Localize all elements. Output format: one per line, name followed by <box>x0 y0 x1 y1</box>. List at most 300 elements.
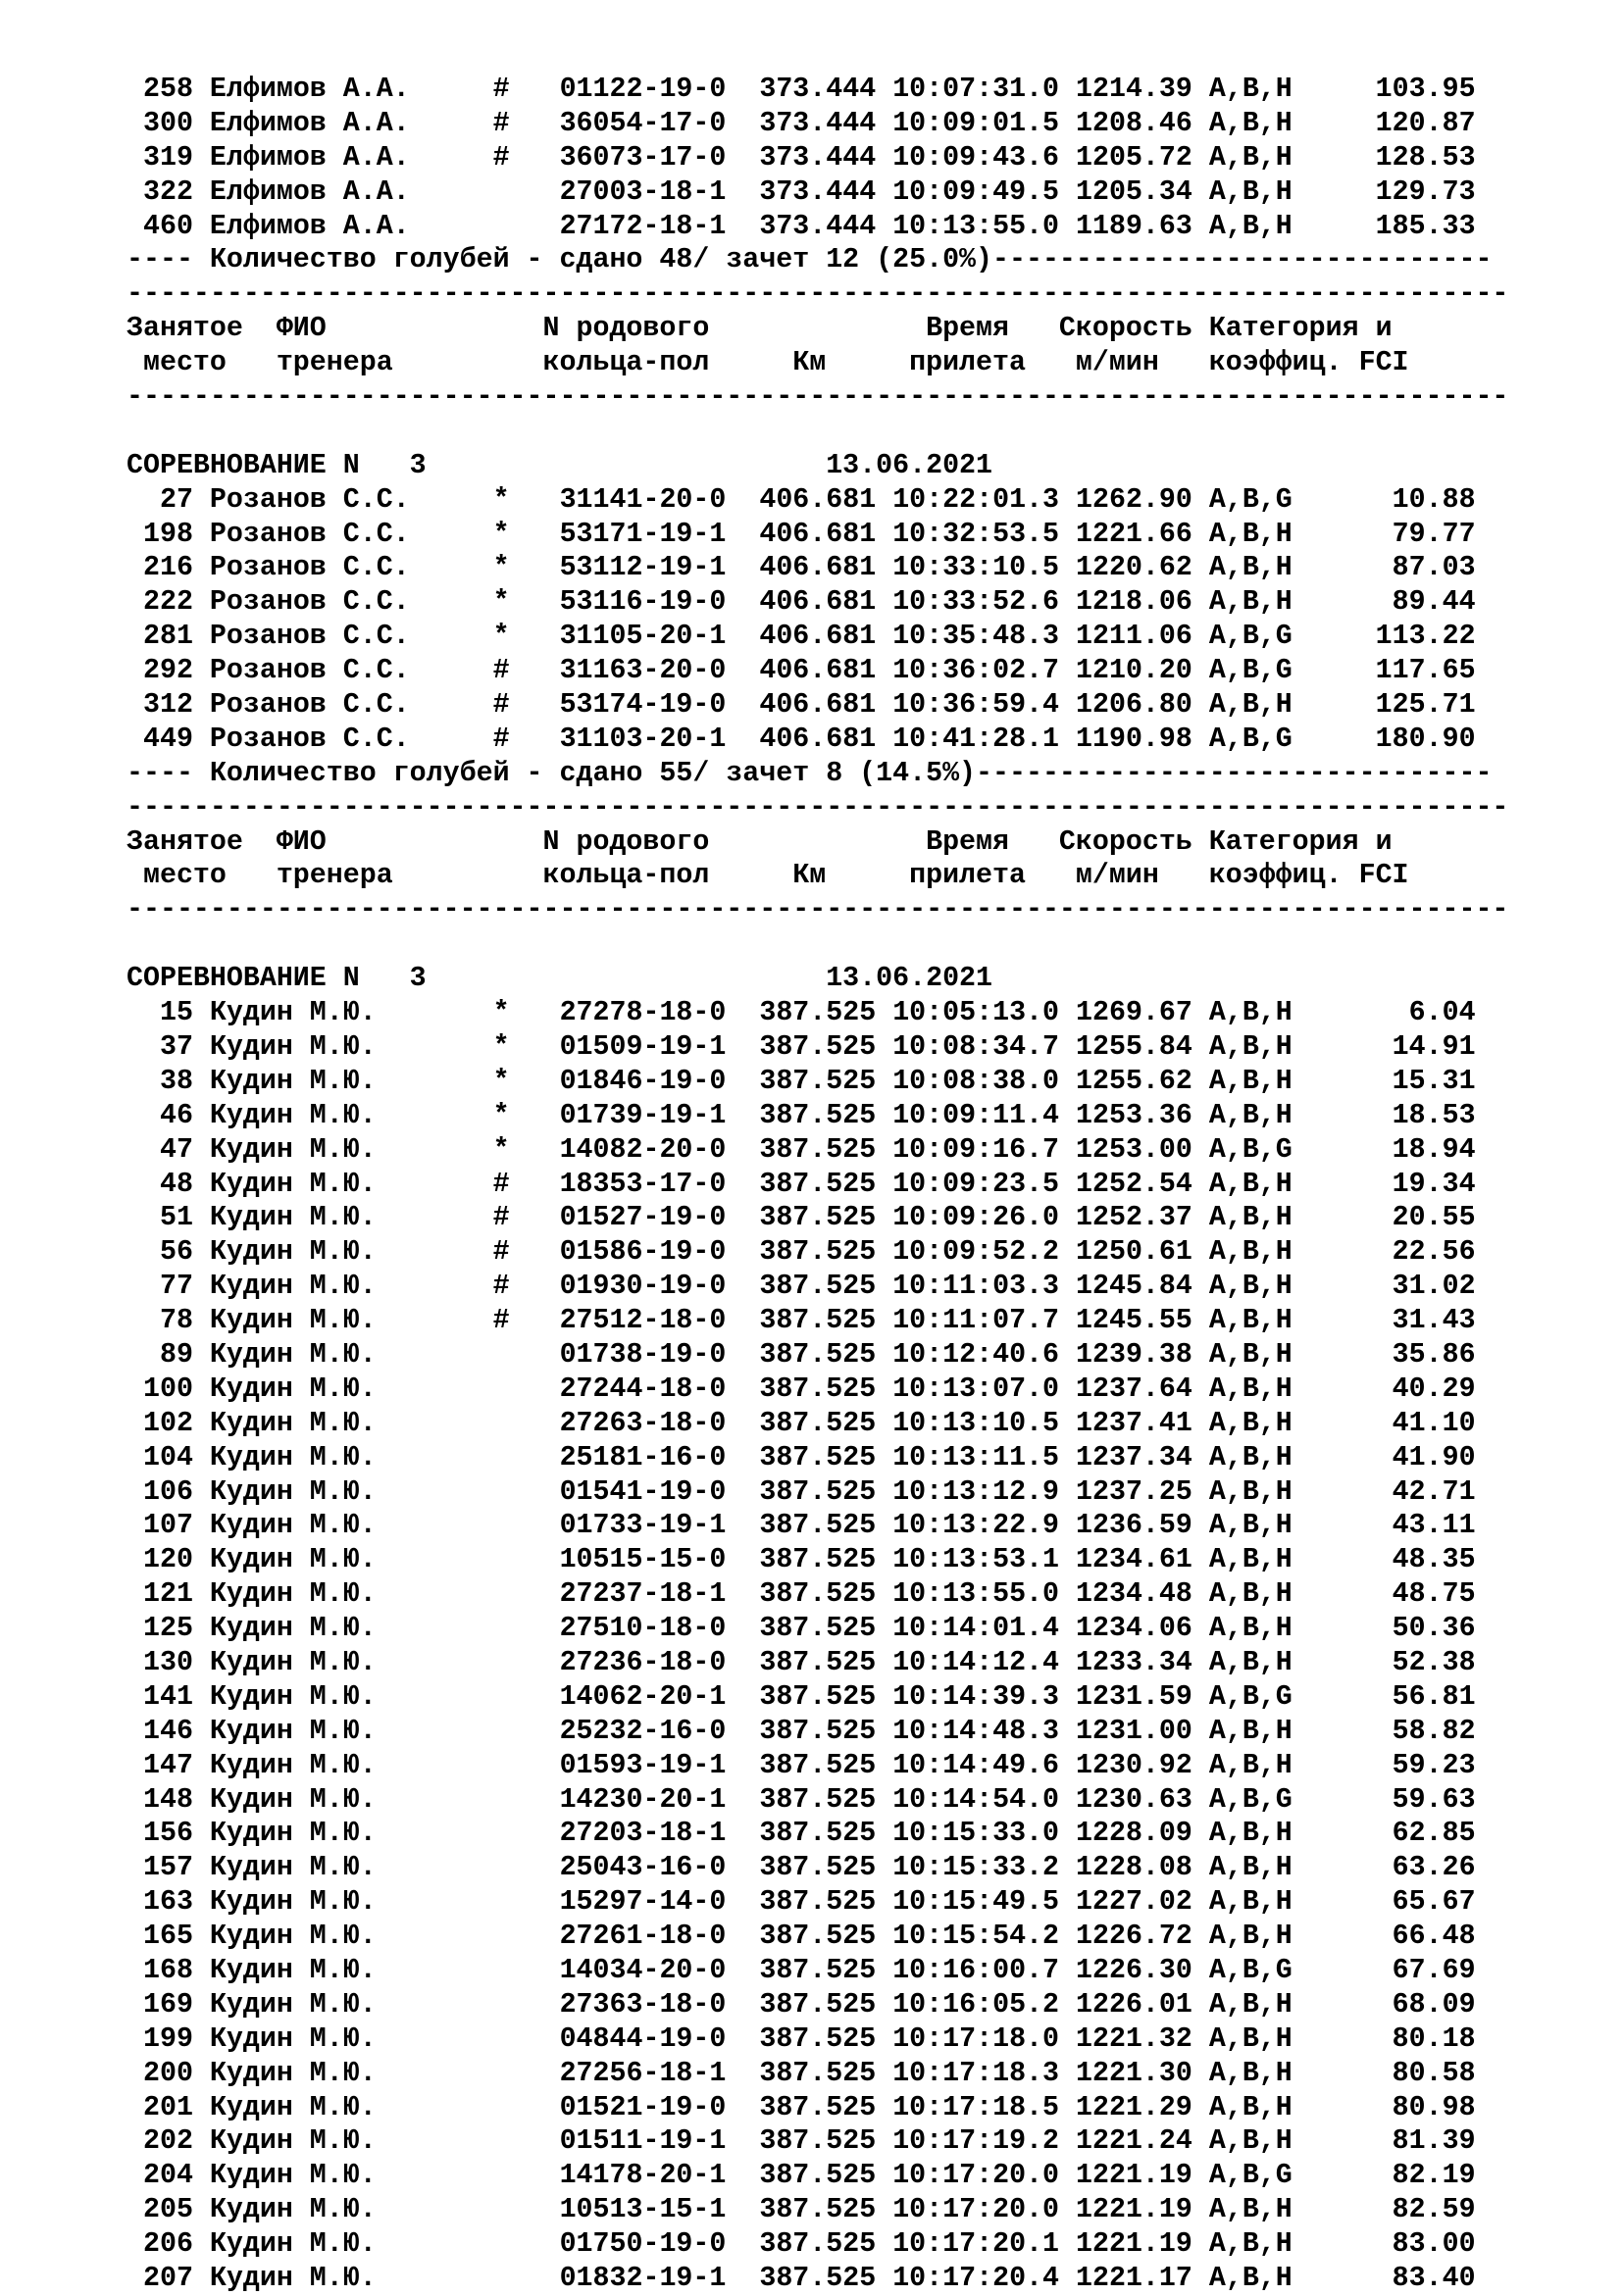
speed-cell: 1214.39 <box>1076 74 1192 105</box>
km-cell: 387.525 <box>759 1544 877 1576</box>
gap <box>1293 176 1376 208</box>
gap <box>193 2092 210 2123</box>
speed-cell: 1245.55 <box>1076 1305 1192 1337</box>
mark-cell <box>493 1818 510 1849</box>
gap <box>1192 2092 1209 2123</box>
gap <box>1059 1408 1076 1439</box>
place-cell: 449 <box>127 723 193 755</box>
gap <box>1059 1031 1076 1063</box>
place-cell: 300 <box>127 107 193 139</box>
time-cell: 10:17:18.5 <box>892 2091 1060 2123</box>
gap <box>726 74 759 105</box>
gap <box>1192 689 1209 721</box>
mark-cell: * <box>492 1099 510 1131</box>
ring-cell: 36054-17-0 <box>559 107 727 139</box>
ring-cell: 14062-20-1 <box>559 1680 727 1713</box>
gap <box>427 1066 493 1097</box>
name-cell: Розанов С.С. <box>209 689 427 722</box>
gap <box>1059 552 1076 583</box>
speed-cell: 1226.30 <box>1076 1954 1192 1986</box>
time-cell: 10:12:40.6 <box>892 1338 1060 1371</box>
time-cell: 10:14:54.0 <box>892 1783 1060 1816</box>
category-cell: A,B,H <box>1208 1613 1293 1645</box>
place-cell: 51 <box>127 1202 193 1234</box>
km-cell: 387.525 <box>759 1921 877 1953</box>
gap <box>510 1031 560 1063</box>
gap <box>1293 1169 1393 1200</box>
km-cell: 406.681 <box>759 689 877 722</box>
result-row <box>127 1543 1597 1577</box>
ring-cell: 14082-20-0 <box>559 1133 727 1166</box>
gap <box>876 108 892 139</box>
result-row <box>127 1338 1597 1373</box>
gap <box>876 1544 892 1575</box>
gap <box>876 2263 892 2294</box>
gap <box>1059 1750 1076 1781</box>
speed-cell: 1205.72 <box>1076 141 1192 174</box>
gap <box>1293 211 1376 242</box>
gap <box>726 1066 759 1097</box>
gap <box>1192 1955 1209 1986</box>
category-cell: A,B,H <box>1208 74 1293 105</box>
speed-cell: 1237.25 <box>1076 1475 1192 1508</box>
competition-date: 13.06.2021 <box>826 449 993 481</box>
gap <box>876 1681 892 1713</box>
speed-cell: 1205.34 <box>1076 175 1192 208</box>
place-cell: 120 <box>127 1544 193 1576</box>
gap <box>193 1202 210 1233</box>
place-cell: 102 <box>127 1407 193 1439</box>
gap <box>510 1989 560 2021</box>
gap <box>193 1955 210 1986</box>
result-row <box>127 1475 1597 1510</box>
gap <box>1293 484 1393 516</box>
gap <box>726 1169 759 1200</box>
coef-cell: 66.48 <box>1392 1921 1476 1953</box>
mark-cell: # <box>492 107 510 139</box>
gap <box>193 1408 210 1439</box>
gap <box>510 1271 560 1302</box>
speed-cell: 1226.01 <box>1076 1988 1192 2021</box>
coef-cell: 82.59 <box>1392 2194 1476 2226</box>
gap <box>1192 1784 1209 1816</box>
place-cell: 146 <box>127 1715 193 1747</box>
name-cell: Кудин М.Ю. <box>209 1886 427 1919</box>
name-cell: Кудин М.Ю. <box>209 1613 427 1645</box>
blank-line <box>127 415 1597 449</box>
gap <box>1293 1886 1393 1918</box>
name-cell: Розанов С.С. <box>209 552 427 584</box>
divider-line: ----------------------------------------------------------------------------------- <box>127 894 1509 926</box>
speed-cell: 1211.06 <box>1076 621 1192 653</box>
speed-cell: 1237.34 <box>1076 1441 1192 1473</box>
gap <box>876 1271 892 1302</box>
result-row <box>127 2057 1597 2091</box>
result-row <box>127 1030 1597 1065</box>
coef-cell: 65.67 <box>1392 1886 1476 1919</box>
gap <box>1059 724 1076 755</box>
category-cell: A,B,H <box>1208 1407 1293 1439</box>
name-cell: Кудин М.Ю. <box>209 2091 427 2123</box>
result-row <box>127 620 1597 654</box>
gap <box>510 1408 560 1439</box>
km-cell: 387.525 <box>759 1305 877 1337</box>
coef-cell: 89.44 <box>1392 586 1476 619</box>
ring-cell: 27237-18-1 <box>559 1578 727 1611</box>
gap <box>876 176 892 208</box>
gap <box>1192 211 1209 242</box>
gap <box>1059 2092 1076 2123</box>
result-row <box>127 1099 1597 1133</box>
gap <box>876 1339 892 1371</box>
result-row <box>127 1441 1597 1475</box>
gap <box>726 1955 759 1986</box>
category-cell: A,B,G <box>1208 1680 1293 1713</box>
gap <box>193 176 210 208</box>
gap <box>876 74 892 105</box>
gap <box>1293 1544 1393 1575</box>
time-cell: 10:09:49.5 <box>892 175 1060 208</box>
coef-cell: 41.10 <box>1392 1407 1476 1439</box>
ring-cell: 01739-19-1 <box>559 1099 727 1131</box>
time-cell: 10:17:19.2 <box>892 2125 1060 2158</box>
gap <box>427 2125 493 2157</box>
gap <box>1293 1134 1393 1166</box>
ring-cell: 31163-20-0 <box>559 655 727 687</box>
result-row <box>127 1954 1597 1988</box>
gap <box>726 484 759 516</box>
gap <box>510 1202 560 1233</box>
speed-cell: 1228.09 <box>1076 1818 1192 1850</box>
gap <box>876 2092 892 2123</box>
gap <box>1059 1613 1076 1644</box>
place-cell: 148 <box>127 1783 193 1816</box>
ring-cell: 01586-19-0 <box>559 1236 727 1269</box>
name-cell: Елфимов А.А. <box>209 175 427 208</box>
coef-cell: 10.88 <box>1392 483 1476 516</box>
category-cell: A,B,H <box>1208 1818 1293 1850</box>
gap <box>726 586 759 618</box>
km-cell: 387.525 <box>759 1475 877 1508</box>
km-cell: 387.525 <box>759 997 877 1029</box>
category-cell: A,B,H <box>1208 1646 1293 1678</box>
category-cell: A,B,H <box>1208 1988 1293 2021</box>
time-cell: 10:36:59.4 <box>892 689 1060 722</box>
category-cell: A,B,H <box>1208 1578 1293 1611</box>
time-cell: 10:08:34.7 <box>892 1030 1060 1063</box>
category-cell: A,B,G <box>1208 1133 1293 1166</box>
gap <box>876 1510 892 1541</box>
gap <box>193 108 210 139</box>
gap <box>427 450 827 481</box>
gap <box>193 1578 210 1610</box>
gap <box>427 1578 493 1610</box>
gap <box>1192 1921 1209 1952</box>
blank-line <box>127 927 1597 962</box>
result-row <box>127 141 1597 175</box>
speed-cell: 1237.64 <box>1076 1373 1192 1405</box>
place-cell: 312 <box>127 689 193 722</box>
name-cell: Кудин М.Ю. <box>209 997 427 1029</box>
gap <box>510 1818 560 1849</box>
place-cell: 78 <box>127 1305 193 1337</box>
gap <box>726 1818 759 1849</box>
gap <box>1059 1578 1076 1610</box>
mark-cell: # <box>492 1305 510 1337</box>
gap <box>876 1442 892 1473</box>
gap <box>193 1305 210 1336</box>
gap <box>510 1750 560 1781</box>
category-cell: A,B,G <box>1208 1783 1293 1816</box>
gap <box>726 1716 759 1747</box>
name-cell: Кудин М.Ю. <box>209 1236 427 1269</box>
gap <box>193 2125 210 2157</box>
gap <box>193 1989 210 2021</box>
mark-cell: * <box>492 483 510 516</box>
gap <box>726 1442 759 1473</box>
gap <box>1293 621 1376 652</box>
ring-cell: 01846-19-0 <box>559 1065 727 1097</box>
gap <box>876 1647 892 1678</box>
km-cell: 387.525 <box>759 1578 877 1611</box>
gap <box>427 1339 493 1371</box>
gap <box>193 997 210 1028</box>
gap <box>1293 997 1409 1028</box>
gap <box>1059 484 1076 516</box>
place-cell: 89 <box>127 1338 193 1371</box>
gap <box>427 1031 493 1063</box>
category-cell: A,B,G <box>1208 2160 1293 2192</box>
time-cell: 10:05:13.0 <box>892 997 1060 1029</box>
gap <box>510 1578 560 1610</box>
km-cell: 387.525 <box>759 2228 877 2261</box>
gap <box>1059 1476 1076 1508</box>
result-row <box>127 1065 1597 1099</box>
gap <box>876 1578 892 1610</box>
gap <box>1293 1305 1393 1336</box>
mark-cell: # <box>492 1168 510 1200</box>
category-cell: A,B,H <box>1208 2228 1293 2261</box>
name-cell: Кудин М.Ю. <box>209 1407 427 1439</box>
gap <box>1293 552 1393 583</box>
gap <box>876 1169 892 1200</box>
result-row <box>127 1577 1597 1612</box>
gap <box>510 108 560 139</box>
place-cell: 322 <box>127 175 193 208</box>
place-cell: 147 <box>127 1749 193 1781</box>
gap <box>1293 142 1376 174</box>
gap <box>427 1271 493 1302</box>
gap <box>1192 1408 1209 1439</box>
divider-line: ----------------------------------------------------------------------------------- <box>127 278 1509 311</box>
coef-cell: 40.29 <box>1392 1373 1476 1405</box>
gap <box>510 2228 560 2260</box>
gap <box>1293 1681 1393 1713</box>
result-row <box>127 654 1597 688</box>
place-cell: 47 <box>127 1133 193 1166</box>
gap <box>427 689 493 721</box>
speed-cell: 1221.19 <box>1076 2160 1192 2192</box>
gap <box>1192 2194 1209 2225</box>
name-cell: Кудин М.Ю. <box>209 1441 427 1473</box>
gap <box>427 1818 493 1849</box>
km-cell: 387.525 <box>759 1441 877 1473</box>
result-row <box>127 518 1597 552</box>
gap <box>193 1613 210 1644</box>
km-cell: 387.525 <box>759 1133 877 1166</box>
name-cell: Кудин М.Ю. <box>209 1954 427 1986</box>
gap <box>726 1031 759 1063</box>
gap <box>876 1408 892 1439</box>
coef-cell: 82.19 <box>1392 2160 1476 2192</box>
gap <box>510 2263 560 2294</box>
gap <box>427 1886 493 1918</box>
competition-date: 13.06.2021 <box>826 963 993 995</box>
coef-cell: 42.71 <box>1392 1475 1476 1508</box>
gap <box>1192 1681 1209 1713</box>
gap <box>1293 2058 1393 2089</box>
gap <box>876 1750 892 1781</box>
result-row <box>127 1817 1597 1851</box>
coef-cell: 20.55 <box>1392 1202 1476 1234</box>
km-cell: 387.525 <box>759 1099 877 1131</box>
gap <box>1059 1236 1076 1268</box>
gap <box>1192 1818 1209 1849</box>
gap <box>726 1373 759 1405</box>
category-cell: A,B,G <box>1208 1954 1293 1986</box>
speed-cell: 1255.62 <box>1076 1065 1192 1097</box>
time-cell: 10:09:52.2 <box>892 1236 1060 1269</box>
gap <box>1059 2228 1076 2260</box>
gap <box>510 724 560 755</box>
category-cell: A,B,H <box>1208 210 1293 242</box>
speed-cell: 1206.80 <box>1076 689 1192 722</box>
gap <box>427 1750 493 1781</box>
gap <box>876 1134 892 1166</box>
gap <box>427 1373 493 1405</box>
result-row <box>127 2022 1597 2057</box>
coef-cell: 128.53 <box>1375 141 1476 174</box>
km-cell: 406.681 <box>759 518 877 550</box>
time-cell: 10:15:33.2 <box>892 1852 1060 1884</box>
place-cell: 46 <box>127 1099 193 1131</box>
ring-cell: 27244-18-0 <box>559 1373 727 1405</box>
gap <box>726 1305 759 1336</box>
result-row <box>127 2227 1597 2262</box>
result-row <box>127 585 1597 620</box>
ring-cell: 01733-19-1 <box>559 1510 727 1542</box>
gap <box>726 655 759 686</box>
ring-cell: 27256-18-1 <box>559 2057 727 2089</box>
gap <box>193 1852 210 1883</box>
speed-cell: 1190.98 <box>1076 723 1192 755</box>
gap <box>1059 74 1076 105</box>
name-cell: Кудин М.Ю. <box>209 1338 427 1371</box>
coef-cell: 50.36 <box>1392 1613 1476 1645</box>
km-cell: 387.525 <box>759 1646 877 1678</box>
gap <box>510 1647 560 1678</box>
gap <box>726 621 759 652</box>
gap <box>876 1066 892 1097</box>
time-cell: 10:17:20.1 <box>892 2228 1060 2261</box>
gap <box>1059 1921 1076 1952</box>
time-cell: 10:17:20.0 <box>892 2194 1060 2226</box>
gap <box>1293 1100 1393 1131</box>
place-cell: 281 <box>127 621 193 653</box>
category-cell: A,B,H <box>1208 1030 1293 1063</box>
km-cell: 373.444 <box>759 175 877 208</box>
result-row <box>127 2091 1597 2125</box>
category-cell: A,B,H <box>1208 1305 1293 1337</box>
competition-line <box>127 449 1597 483</box>
result-row <box>127 996 1597 1030</box>
gap <box>510 1852 560 1883</box>
category-cell: A,B,H <box>1208 1168 1293 1200</box>
gap <box>1059 1955 1076 1986</box>
gap <box>1293 1716 1393 1747</box>
result-row <box>127 2193 1597 2227</box>
gap <box>1293 1339 1393 1371</box>
gap <box>193 1784 210 1816</box>
gap <box>427 1716 493 1747</box>
gap <box>1059 1373 1076 1405</box>
place-cell: 204 <box>127 2160 193 2192</box>
time-cell: 10:09:26.0 <box>892 1202 1060 1234</box>
mark-cell: * <box>492 586 510 619</box>
gap <box>1192 1647 1209 1678</box>
time-cell: 10:17:18.3 <box>892 2057 1060 2089</box>
coef-cell: 22.56 <box>1392 1236 1476 1269</box>
gap <box>1293 1955 1393 1986</box>
time-cell: 10:11:07.7 <box>892 1305 1060 1337</box>
gap <box>726 108 759 139</box>
km-cell: 387.525 <box>759 2091 877 2123</box>
gap <box>1293 1578 1393 1610</box>
gap <box>1192 2263 1209 2294</box>
gap <box>876 1818 892 1849</box>
time-cell: 10:14:01.4 <box>892 1613 1060 1645</box>
name-cell: Кудин М.Ю. <box>209 1030 427 1063</box>
gap <box>1192 1236 1209 1268</box>
place-cell: 216 <box>127 552 193 584</box>
gap <box>726 1784 759 1816</box>
mark-cell: # <box>492 1271 510 1303</box>
result-row <box>127 1168 1597 1202</box>
gap <box>510 1544 560 1575</box>
gap <box>1059 1716 1076 1747</box>
mark-cell <box>493 211 510 242</box>
gap <box>510 1236 560 1268</box>
gap <box>726 1750 759 1781</box>
result-row <box>127 1509 1597 1543</box>
gap <box>1293 108 1376 139</box>
coef-cell: 52.38 <box>1392 1646 1476 1678</box>
category-cell: A,B,G <box>1208 723 1293 755</box>
speed-cell: 1233.34 <box>1076 1646 1192 1678</box>
speed-cell: 1236.59 <box>1076 1510 1192 1542</box>
mark-cell <box>493 2058 510 2089</box>
place-cell: 121 <box>127 1578 193 1611</box>
place-cell: 141 <box>127 1680 193 1713</box>
name-cell: Кудин М.Ю. <box>209 1510 427 1542</box>
coef-cell: 67.69 <box>1392 1954 1476 1986</box>
gap <box>1293 1202 1393 1233</box>
gap <box>1293 519 1393 550</box>
gap <box>1192 1613 1209 1644</box>
category-cell: A,B,H <box>1208 1544 1293 1576</box>
gap <box>1059 1339 1076 1371</box>
gap <box>1293 1031 1393 1063</box>
